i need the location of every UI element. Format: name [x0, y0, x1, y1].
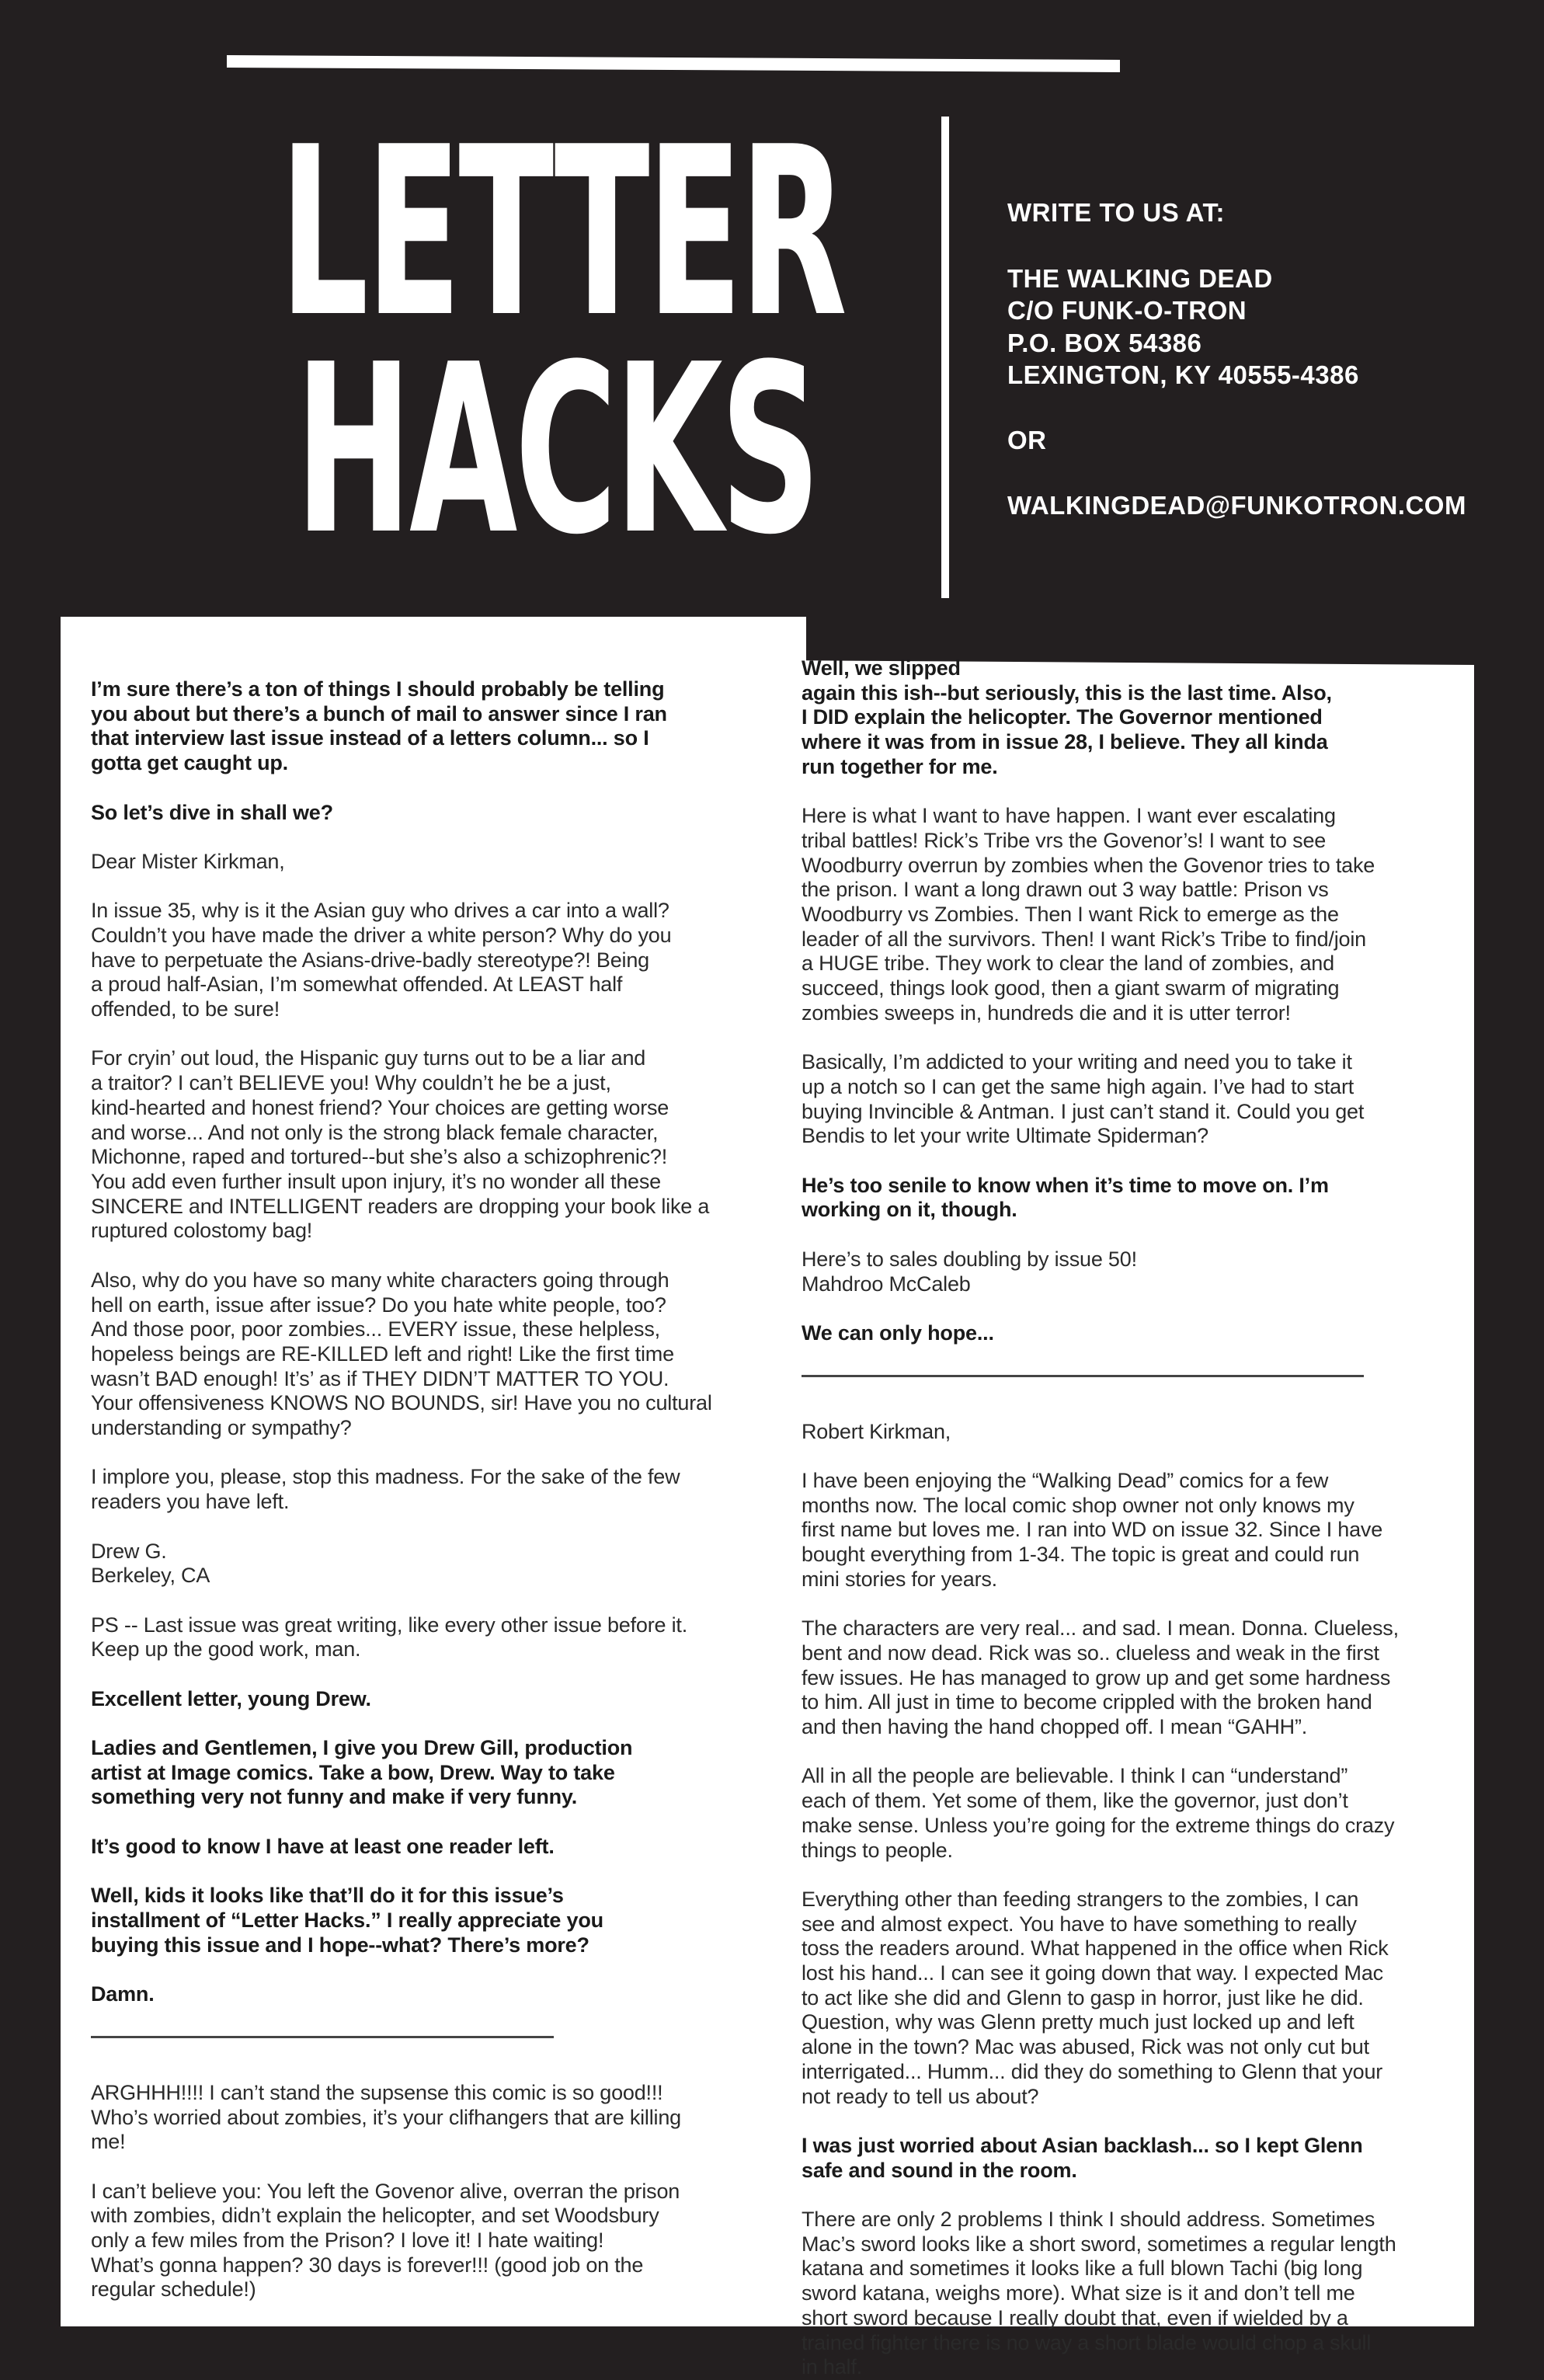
text-line: I’m sure there’s a ton of things I should probably be telling [91, 677, 665, 701]
text-line: He’s too senile to know when it’s time to move on. I’m [802, 1173, 1329, 1197]
text-line: kind-hearted and honest friend? Your choices are getting worse [91, 1095, 669, 1119]
text-line: working on it, though. [802, 1198, 1017, 1222]
text-line: and then having the hand chopped off. I mean “GAHH”. [802, 1715, 1308, 1739]
paragraph-gap [91, 1957, 712, 1982]
text-line: You add even further insult upon injury, it’s no wonder all these [91, 1170, 661, 1193]
paragraph-gap [91, 1810, 712, 1835]
letter-paragraph [802, 1888, 1399, 2109]
paragraph-gap [91, 1588, 712, 1613]
editor-response [802, 1174, 1399, 1223]
text-line: to act like she did and Glenn to gasp in horror, just like he did. [802, 1985, 1364, 2009]
paragraph-gap [802, 1026, 1399, 1051]
text-line: Well, kids it looks like that’ll do it for this issue’s [91, 1884, 564, 1908]
text-line: PS -- Last issue was great writing, like every other issue before it. [91, 1613, 688, 1637]
title-hacks: HACKS [295, 315, 819, 586]
text-line: have to perpetuate the Asians-drive-badly stereotype?! Being [91, 948, 649, 972]
editor-response [91, 1884, 712, 1957]
text-line: Bendis to let your write Ultimate Spiderman? [802, 1124, 1208, 1148]
text-line: I DID explain the helicopter. The Governor mentioned [802, 705, 1323, 729]
text-line: a proud half-Asian, I’m somewhat offended. At LEAST half [91, 973, 623, 997]
text-line: zombies sweeps in, hundreds die and it is utter terror! [802, 1000, 1291, 1025]
text-line: It’s good to know I have at least one reader left. [91, 1834, 555, 1858]
editor-response [802, 1321, 1399, 1346]
text-line: trained fighter there is no way a short blade would chop a skull [802, 2330, 1372, 2354]
text-line: months now. The local comic shop owner not only knows my [802, 1493, 1354, 1517]
editor-response [91, 677, 712, 776]
text-line: understanding or sympathy? [91, 1416, 352, 1440]
text-line: and worse... And not only is the strong black female character, [91, 1120, 659, 1144]
editor-response [91, 1687, 712, 1712]
paragraph-gap [91, 1860, 712, 1884]
paragraph-gap [802, 1296, 1399, 1321]
text-line: hopeless beings are RE-KILLED left and right! Like the first time [91, 1341, 674, 1366]
contact-address-line: C/O FUNK-O-TRON [1007, 296, 1247, 325]
header-divider [941, 117, 949, 598]
text-line: the prison. I want a long drawn out 3 way battle: Prison vs [802, 878, 1329, 902]
text-line: to him. All just in time to become crippled with the broken hand [802, 1690, 1372, 1714]
text-line: me! [91, 2130, 126, 2154]
paragraph-gap [91, 1022, 712, 1047]
text-line: Damn. [91, 1982, 155, 2006]
letter-paragraph [802, 2208, 1399, 2380]
text-line: Excellent letter, young Drew. [91, 1686, 371, 1710]
letter-paragraph [91, 2180, 712, 2303]
letter-paragraph [91, 1465, 712, 1514]
text-line: each of them. Yet some of them, like the governor, just don’t [802, 1789, 1348, 1813]
text-line: gotta get caught up. [91, 751, 288, 775]
text-line: installment of “Letter Hacks.” I really appreciate you [91, 1908, 603, 1932]
text-line: buying this issue and I hope--what? There’s more? [91, 1933, 589, 1957]
text-line: hell on earth, issue after issue? Do you hate white people, too? [91, 1293, 666, 1317]
text-line: again this ish--but seriously, this is the last time. Also, [802, 680, 1332, 705]
text-line: Robert Kirkman, [802, 1419, 951, 1443]
text-line: There are only 2 problems I think I should address. Sometimes [802, 2208, 1375, 2232]
text-line: something very not funny and make if very funny. [91, 1785, 578, 1809]
contact-address-line: LEXINGTON, KY 40555-4386 [1007, 360, 1359, 389]
text-line: in half. [802, 2355, 862, 2379]
text-line: Basically, I’m addicted to your writing and need you to take it [802, 1050, 1352, 1074]
text-line: a HUGE tribe. They work to clear the land of zombies, and [802, 952, 1334, 976]
text-line: In issue 35, why is it the Asian guy who drives a car into a wall? [91, 899, 669, 923]
section-divider [802, 1370, 1399, 1395]
text-line: katana and sometimes it looks like a full blown Tachi (big long [802, 2256, 1363, 2281]
text-line: What’s gonna happen? 30 days is forever!!! (good job on the [91, 2253, 644, 2277]
editor-response [91, 1835, 712, 1860]
text-line: SINCERE and INTELLIGENT readers are dropping your book like a [91, 1194, 710, 1218]
text-line: mini stories for years. [802, 1567, 997, 1591]
text-line: toss the readers around. What happened in the office when Rick [802, 1936, 1389, 1961]
letter-paragraph [91, 2081, 712, 2155]
letter-paragraph [91, 1540, 712, 1588]
paragraph-gap [802, 1346, 1399, 1371]
letter-paragraph [802, 804, 1399, 1025]
text-line: tribal battles! Rick’s Tribe vrs the Govenor’s! I want to see [802, 828, 1327, 852]
letter-paragraph [91, 850, 712, 875]
text-line: interrigated... Humm... did they do something to Glenn that your [802, 2059, 1383, 2083]
text-line: I implore you, please, stop this madness. For the sake of the few [91, 1465, 680, 1489]
text-line: offended, to be sure! [91, 997, 280, 1021]
text-line: that interview last issue instead of a letters column... so I [91, 726, 649, 750]
text-line: with zombies, didn’t explain the helicopter, and set Woodsbury [91, 2204, 659, 2228]
paragraph-gap [802, 1149, 1399, 1174]
contact-address-line: P.O. BOX 54386 [1007, 329, 1202, 357]
text-line: Couldn’t you have made the driver a white person? Why do you [91, 923, 672, 947]
text-line: you about but there’s a bunch of mail to answer since I ran [91, 701, 667, 725]
paragraph-gap [91, 776, 712, 801]
text-line: Keep up the good work, man. [91, 1637, 361, 1661]
text-line: Dear Mister Kirkman, [91, 849, 285, 873]
contact-address-line: THE WALKING DEAD [1007, 264, 1273, 293]
text-line: safe and sound in the room. [802, 2158, 1077, 2182]
text-line: We can only hope... [802, 1320, 994, 1345]
left-column [91, 677, 712, 2302]
text-line: only a few miles from the Prison? I love it! I hate waiting! [91, 2229, 604, 2253]
paragraph-gap [91, 2007, 712, 2032]
editor-response [802, 656, 1399, 780]
text-line: leader of all the survivors. Then! I want Rick’s Tribe to find/join [802, 927, 1366, 951]
text-line: wasn’t BAD enough! It’s’ as if THEY DIDN’T MATTER TO YOU. [91, 1366, 669, 1390]
letter-paragraph [91, 1613, 712, 1662]
paragraph-gap [802, 1223, 1399, 1247]
text-line: Well, we slipped [802, 656, 961, 680]
paragraph-gap [802, 1444, 1399, 1469]
letter-paragraph [802, 1247, 1399, 1296]
paragraph-gap [802, 2109, 1399, 2134]
text-line: a traitor? I can’t BELIEVE you! Why couldn’t he be a just, [91, 1071, 611, 1095]
text-line: alone in the town? Mac was abused, Rick was not only cut but [802, 2035, 1369, 2059]
text-line: Everything other than feeding strangers to the zombies, I can [802, 1887, 1359, 1911]
text-line: lost his hand... I can see it going down that way. I expected Mac [802, 1961, 1383, 1985]
letter-paragraph [91, 1268, 712, 1441]
paragraph-gap [91, 1662, 712, 1687]
paragraph-gap [802, 780, 1399, 805]
text-line: sword katana, weighs more). What size is it and don’t tell me [802, 2281, 1355, 2305]
section-divider [91, 2031, 712, 2056]
contact-heading: WRITE TO US AT: [1007, 198, 1226, 227]
text-line: Ladies and Gentlemen, I give you Drew Gill, production [91, 1736, 633, 1760]
letter-paragraph [802, 1764, 1399, 1863]
text-line: Mahdroo McCaleb [802, 1272, 971, 1296]
paragraph-gap [802, 1740, 1399, 1765]
text-line: buying Invincible & Antman. I just can’t stand it. Could you get [802, 1099, 1365, 1123]
letter-paragraph [802, 1050, 1399, 1149]
letter-paragraph [802, 1469, 1399, 1592]
text-line: Question, why was Glenn pretty much just locked up and left [802, 2010, 1354, 2034]
text-line: I can’t believe you: You left the Govenor alive, overran the prison [91, 2179, 680, 2203]
paragraph-gap [802, 1863, 1399, 1888]
text-line: I have been enjoying the “Walking Dead” comics for a few [802, 1469, 1329, 1493]
paragraph-gap [91, 1515, 712, 1540]
text-line: things to people. [802, 1838, 953, 1862]
paragraph-gap [802, 1592, 1399, 1617]
letter-paragraph [802, 1420, 1399, 1445]
text-line: Here is what I want to have happen. I want ever escalating [802, 804, 1336, 828]
paragraph-gap [91, 2056, 712, 2081]
text-line: ARGHHH!!!! I can’t stand the supsense this comic is so good!!! [91, 2080, 663, 2104]
text-line: few issues. He has managed to grow up and get some hardness [802, 1665, 1391, 1689]
paragraph-gap [91, 875, 712, 899]
text-line: regular schedule!) [91, 2277, 256, 2302]
text-line: Your offensiveness KNOWS NO BOUNDS, sir! Have you no cultural [91, 1391, 712, 1415]
paragraph-gap [802, 1395, 1399, 1420]
text-line: first name but loves me. I ran into WD on issue 32. Since I have [802, 1518, 1383, 1542]
title-letter: LETTER [280, 97, 845, 368]
text-line: readers you have left. [91, 1490, 290, 1514]
text-line: bought everything from 1-34. The topic is great and could run [802, 1543, 1360, 1567]
editor-response [91, 1982, 712, 2007]
text-line: not ready to tell us about? [802, 2084, 1039, 2108]
letter-paragraph [802, 1616, 1399, 1740]
text-line: Mac’s sword looks like a short sword, sometimes a regular length [802, 2232, 1396, 2256]
paragraph-gap [802, 2183, 1399, 2208]
paragraph-gap [91, 1711, 712, 1736]
text-line: ruptured colostomy bag! [91, 1219, 313, 1243]
text-line: And those poor, poor zombies... EVERY issue, these helpless, [91, 1317, 660, 1341]
editor-response [91, 1736, 712, 1810]
header-top-bar [227, 55, 1120, 72]
contact-email[interactable]: WALKINGDEAD@FUNKOTRON.COM [1007, 491, 1466, 520]
text-line: Here’s to sales doubling by issue 50! [802, 1247, 1137, 1271]
text-line: Michonne, raped and tortured--but she’s also a schizophrenic?! [91, 1145, 668, 1169]
text-line: Drew G. [91, 1539, 167, 1563]
text-line: For cryin’ out loud, the Hispanic guy turns out to be a liar and [91, 1046, 646, 1070]
text-line: So let’s dive in shall we? [91, 800, 333, 824]
text-line: The characters are very real... and sad. I mean. Donna. Clueless, [802, 1616, 1399, 1641]
text-line: Also, why do you have so many white characters going through [91, 1268, 669, 1292]
text-line: make sense. Unless you’re going for the extreme things do crazy [802, 1813, 1395, 1837]
text-line: Woodburry overrun by zombies when the Govenor tries to take [802, 853, 1375, 877]
text-line: artist at Image comics. Take a bow, Drew. Way to take [91, 1760, 615, 1784]
paragraph-gap [91, 825, 712, 850]
text-line: All in all the people are believable. I think I can “understand” [802, 1764, 1348, 1788]
right-column [802, 656, 1399, 2380]
paragraph-gap [91, 1244, 712, 1268]
text-line: see and almost expect. You have to have something to really [802, 1912, 1357, 1936]
text-line: Woodburry vs Zombies. Then I want Rick to emerge as the [802, 903, 1339, 927]
letter-paragraph [91, 1046, 712, 1244]
contact-or: OR [1007, 426, 1047, 454]
paragraph-gap [91, 2155, 712, 2180]
text-line: Who’s worried about zombies, it’s your clifhangers that are killing [91, 2105, 681, 2129]
editor-response [802, 2134, 1399, 2183]
text-line: short sword because I really doubt that, even if wielded by a [802, 2305, 1348, 2330]
editor-response [91, 801, 712, 826]
text-line: up a notch so I can get the same high again. I’ve had to start [802, 1074, 1354, 1098]
text-line: run together for me. [802, 754, 998, 778]
paragraph-gap [91, 1441, 712, 1466]
text-line: where it was from in issue 28, I believe. They all kinda [802, 730, 1328, 754]
text-line: succeed, things look good, then a giant swarm of migrating [802, 976, 1340, 1000]
text-line: I was just worried about Asian backlash... so I kept Glenn [802, 2133, 1363, 2157]
letter-paragraph [91, 899, 712, 1022]
text-line: Berkeley, CA [91, 1564, 210, 1588]
text-line: bent and now dead. Rick was so.. clueless and weak in the first [802, 1641, 1379, 1665]
